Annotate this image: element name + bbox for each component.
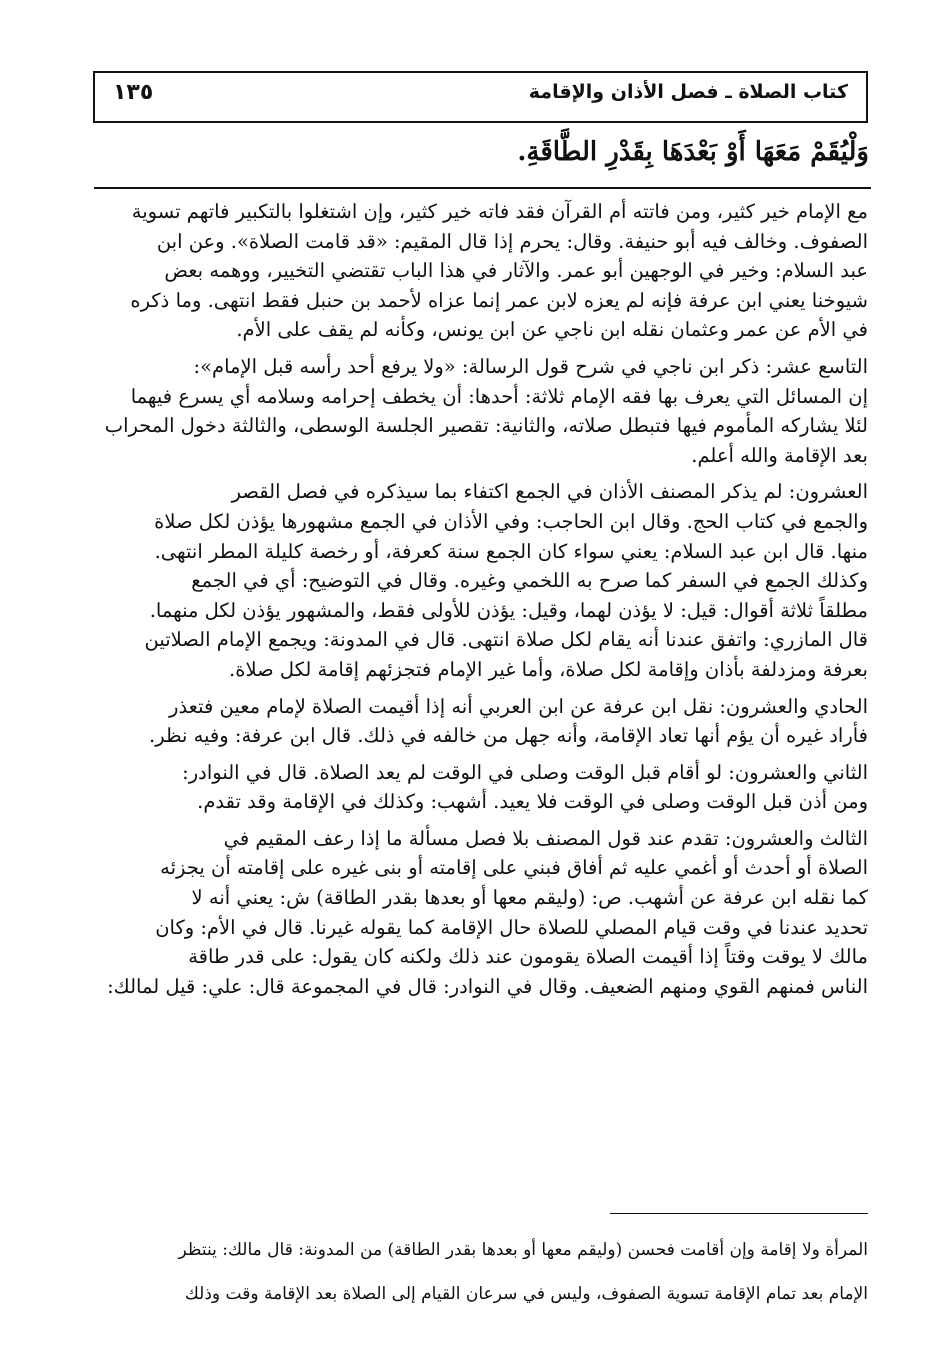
text-line: مطلقاً ثلاثة أقوال: قيل: لا يؤذن لهما، وقيل: يؤذن للأولى فقط، والمشهور يؤذن لكل منهما. [149,598,868,622]
text-line: الثالث والعشرون: تقدم عند قول المصنف بلا فصل مسألة ما إذا رعف المقيم في [223,826,868,850]
footnote-text [96,1228,868,1316]
text-line: إن المسائل التي يعرف بها فقه الإمام ثلاثة: أحدها: أن يخطف إحرامه وسلامه أي يسرع فيهما [130,384,868,408]
text-line: والجمع في كتاب الحج. وقال ابن الحاجب: وفي الأذان في الجمع مشهورها يؤذن لكل صلاة [154,509,868,533]
verse-divider [94,187,871,189]
text-line: بعرفة ومزدلفة بأذان وإقامة لكل صلاة، وأما غير الإمام فتجزئهم إقامة لكل صلاة. [229,657,868,681]
text-line: الصلاة أو أحدث أو أغمي عليه ثم أفاق فبني على إقامته أو بنى غيره على إقامته أن يجزئه [160,856,868,880]
chapter-title: كتاب الصلاة ـ فصل الأذان والإقامة [528,81,848,103]
text-line: في الأم عن عمر وعثمان نقله ابن ناجي عن ابن يونس، وكأنه لم يقف على الأم. [236,318,868,342]
text-line: مالك لا يوقت وقتاً إذا أقيمت الصلاة يقومون عند ذلك ولكنه كان يقول: على قدر طاقة [188,945,868,969]
commentary-body [96,197,868,1209]
footnote-line: الإمام بعد تمام الإقامة تسوية الصفوف، وليس في سرعان القيام إلى الصلاة بعد الإقامة وقت وذلك [184,1284,868,1304]
paragraph-gap [96,470,868,477]
text-line: عبد السلام: وخير في الوجهين أبو عمر. والآثار في هذا الباب تقتضي التخيير، ووهمه بعض [164,259,868,283]
paragraph-gap [96,685,868,692]
text-line: منها. قال ابن عبد السلام: يعني سواء كان الجمع سنة كعرفة، أو رخصة كليلة المطر انتهى. [154,539,868,563]
text-line: العشرون: لم يذكر المصنف الأذان في الجمع اكتفاء بما سيذكره في فصل القصر [231,480,868,504]
text-line: الصفوف. وخالف فيه أبو حنيفة. وقال: يحرم إذا قال المقيم: «قد قامت الصلاة». وعن ابن [156,229,868,253]
text-line: الحادي والعشرون: نقل ابن عرفة عن ابن العربي أنه إذا أقيمت الصلاة لإمام معين فتعذر [169,694,868,718]
matn-verse: وَلْيُقَمْ مَعَهَا أَوْ بَعْدَهَا بِقَدْرِ الطَّاقَةِ. [517,137,869,167]
text-line: فأراد غيره أن يؤم أنها تعاد الإقامة، وأنه جهل من خالفه في ذلك. قال ابن عرفة: وفيه نظر. [149,724,868,748]
text-line: كما نقله ابن عرفة عن أشهب. ص: (وليقم معها أو بعدها بقدر الطاقة) ش: يعني أنه لا [191,886,868,910]
paragraph-gap [96,817,868,824]
text-line: قال المازري: واتفق عندنا أنه يقام لكل صلاة انتهى. قال في المدونة: ويجمع الإمام الصلاتين [144,628,868,652]
text-line: التاسع عشر: ذكر ابن ناجي في شرح قول الرسالة: «ولا يرفع أحد رأسه قبل الإمام»: [193,354,868,378]
paragraph-gap [96,751,868,758]
text-line: وكذلك الجمع في السفر كما صرح به اللخمي وغيره. وقال في التوضيح: أي في الجمع [191,569,868,593]
text-line: لئلا يشاركه المأموم فيها فتبطل صلاته، والثانية: تقصير الجلسة الوسطى، والثالثة دخول المحراب [104,414,868,438]
running-header [93,71,868,123]
footnote-divider [610,1213,868,1214]
page-number: ١٣٥ [113,80,154,105]
text-line: تحديد عندنا في وقت قيام المصلي للصلاة حال الإقامة كما يقوله غيرنا. قال في الأم: وكان [155,915,868,939]
text-line: بعد الإقامة والله أعلم. [691,443,868,467]
text-line: شيوخنا يعني ابن عرفة فإنه لم يعزه لابن عمر إنما عزاه لأحمد بن حنبل فقط انتهى. وما ذكره [130,288,868,312]
text-line: الثاني والعشرون: لو أقام قبل الوقت وصلى في الوقت لم يعد الصلاة. قال في النوادر: [182,760,868,784]
footnote-line: المرأة ولا إقامة وإن أقامت فحسن (وليقم معها أو بعدها بقدر الطاقة) من المدونة: قال مالك: ينتظر [178,1240,868,1260]
text-line: مع الإمام خير كثير، ومن فاتته أم القرآن فقد فاته خير كثير، وإن اشتغلوا بالتكبير فاتهم تسوية [131,200,868,223]
paragraph-gap [96,345,868,352]
text-line: الناس فمنهم القوي ومنهم الضعيف. وقال في النوادر: قال في المجموعة قال: علي: قيل لمالك: [107,974,868,998]
text-line: ومن أذن قبل الوقت وصلى في الوقت فلا يعيد. أشهب: وكذلك في الإقامة وقد تقدم. [197,790,868,814]
